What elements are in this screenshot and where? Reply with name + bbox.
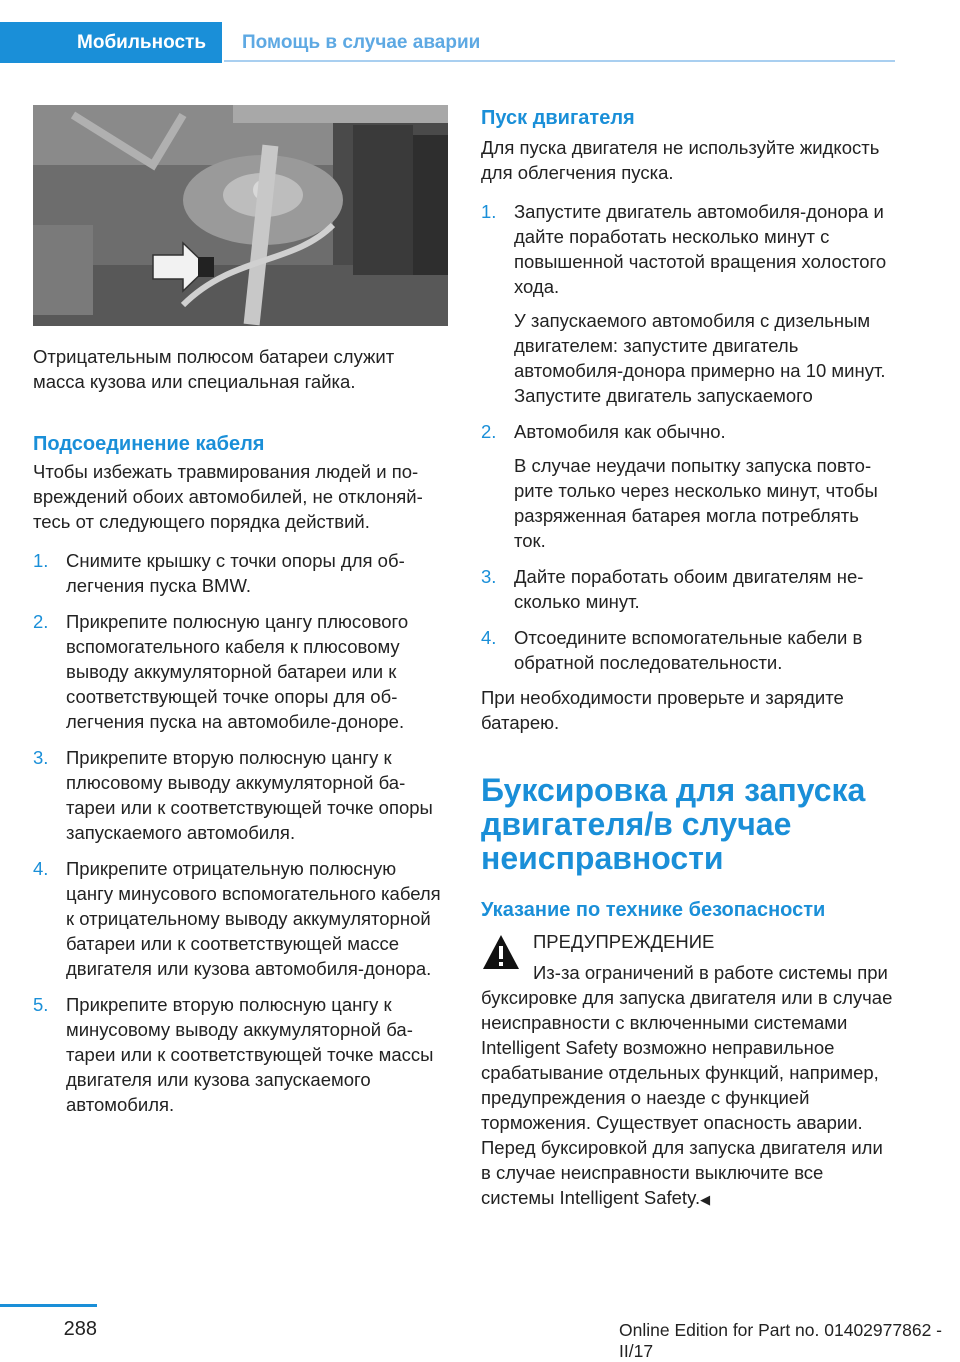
step-number: 4. <box>481 627 497 648</box>
step-text: Запустите двигатель автомобиля-донора и дайте поработать несколько минут с повышенной частотой вращения холостого хода. <box>514 201 887 297</box>
step-text: Прикрепите отрицательную полюсную цангу минусового вспомогательного кабеля к отрицательному выводу аккумуляторной батареи или к соответствующей массе двигателя или кузова автомобиля-донора. <box>66 858 441 979</box>
photo-caption: Отрицательным полюсом батареи служит масса кузова или специальная гайка. <box>33 346 395 392</box>
step-text: Дайте поработать обоим двигателям несколько минут. <box>514 566 864 612</box>
start-intro: Для пуска двигателя не используйте жидкость для облегчения пуска. <box>481 137 880 183</box>
section-title-start: Пуск двигателя <box>481 107 635 129</box>
list-item <box>481 199 895 408</box>
header-divider <box>224 60 895 62</box>
warning-label: ПРЕДУПРЕЖДЕНИЕ <box>533 931 715 952</box>
step-number: 4. <box>33 858 49 879</box>
chapter-title: Буксировка для запуска двигателя/в случае неисправности <box>481 772 866 876</box>
list-item <box>33 745 448 845</box>
step-text: Прикрепите вторую полюсную цангу к плюсовому выводу аккумуляторной батареи или к соответствующей точке опоры запускаемого автомобиля. <box>66 747 433 843</box>
header-tabs <box>0 22 895 63</box>
left-column <box>33 105 448 1117</box>
start-outro: При необходимости проверьте и зарядите батарею. <box>481 687 844 733</box>
list-item <box>33 856 448 981</box>
step-number: 2. <box>33 611 49 632</box>
step-number: 3. <box>481 566 497 587</box>
warning-text: Из-за ограничений в работе системы при буксировке для запуска двигателя или в случае неисправности с включенными системами Intelligent Safety возможно неправильное срабатывание отдельных функций, например, предупреждения о наезде с функцией торможения. Существует опасность аварии. Перед буксировкой для запуска двигателя или в случае неисправности выключите все системы Intelligent Safety. <box>481 962 893 1208</box>
cable-steps <box>33 548 448 1117</box>
list-item <box>33 609 448 734</box>
step-number: 1. <box>481 201 497 222</box>
step-text: Автомобиля как обычно. <box>514 421 726 442</box>
step-number: 3. <box>33 747 49 768</box>
warning-block <box>481 929 895 1210</box>
warning-triangle-icon <box>481 933 521 971</box>
tab-mobility: Мобильность <box>0 22 222 63</box>
tab-breakdown-help: Помощь в случае аварии <box>242 31 481 53</box>
edition-info: Online Edition for Part no. 01402977862 - II/17 <box>619 1320 942 1361</box>
list-item <box>481 419 895 553</box>
list-item <box>33 548 448 598</box>
step-note: У запускаемого автомобиля с дизельным двигателем: запустите двигатель автомобиля-донора примерно на 10 минут. Запустите двигатель запускаемого <box>514 310 886 406</box>
list-item <box>33 992 448 1117</box>
right-column <box>481 105 895 1210</box>
section-title-cable: Подсоединение кабеля <box>33 433 265 455</box>
cable-intro: Чтобы избежать травмирования людей и повреждений обоих автомобилей, не отклоняйтесь от следующего порядка действий. <box>33 461 423 532</box>
step-number: 2. <box>481 421 497 442</box>
list-item <box>481 564 895 614</box>
footer-rule <box>0 1304 97 1307</box>
list-item <box>481 625 895 675</box>
end-mark-icon: ◀ <box>700 1192 711 1207</box>
step-text: Снимите крышку с точки опоры для облегчения пуска BMW. <box>66 550 405 596</box>
start-steps <box>481 199 895 675</box>
page-number: 288 <box>63 1318 97 1340</box>
step-text: Отсоедините вспомогательные кабели в обратной последовательности. <box>514 627 863 673</box>
step-text: Прикрепите полюсную цангу плюсового вспомогательного кабеля к плюсовому выводу аккумуляторной батареи или к соответствующей точке опоры для облегчения пуска на автомобиле-доноре. <box>66 611 409 732</box>
safety-title: Указание по технике безопасности <box>481 899 826 921</box>
step-number: 5. <box>33 994 49 1015</box>
engine-ground-photo <box>33 105 448 326</box>
step-number: 1. <box>33 550 49 571</box>
step-note: В случае неудачи попытку запуска повторите только через несколько минут, чтобы разряженная батарея могла потреблять ток. <box>514 455 878 551</box>
step-text: Прикрепите вторую полюсную цангу к минусовому выводу аккумуляторной батареи или к соответствующей точке массы двигателя или кузова запускаемого автомобиля. <box>66 994 434 1115</box>
